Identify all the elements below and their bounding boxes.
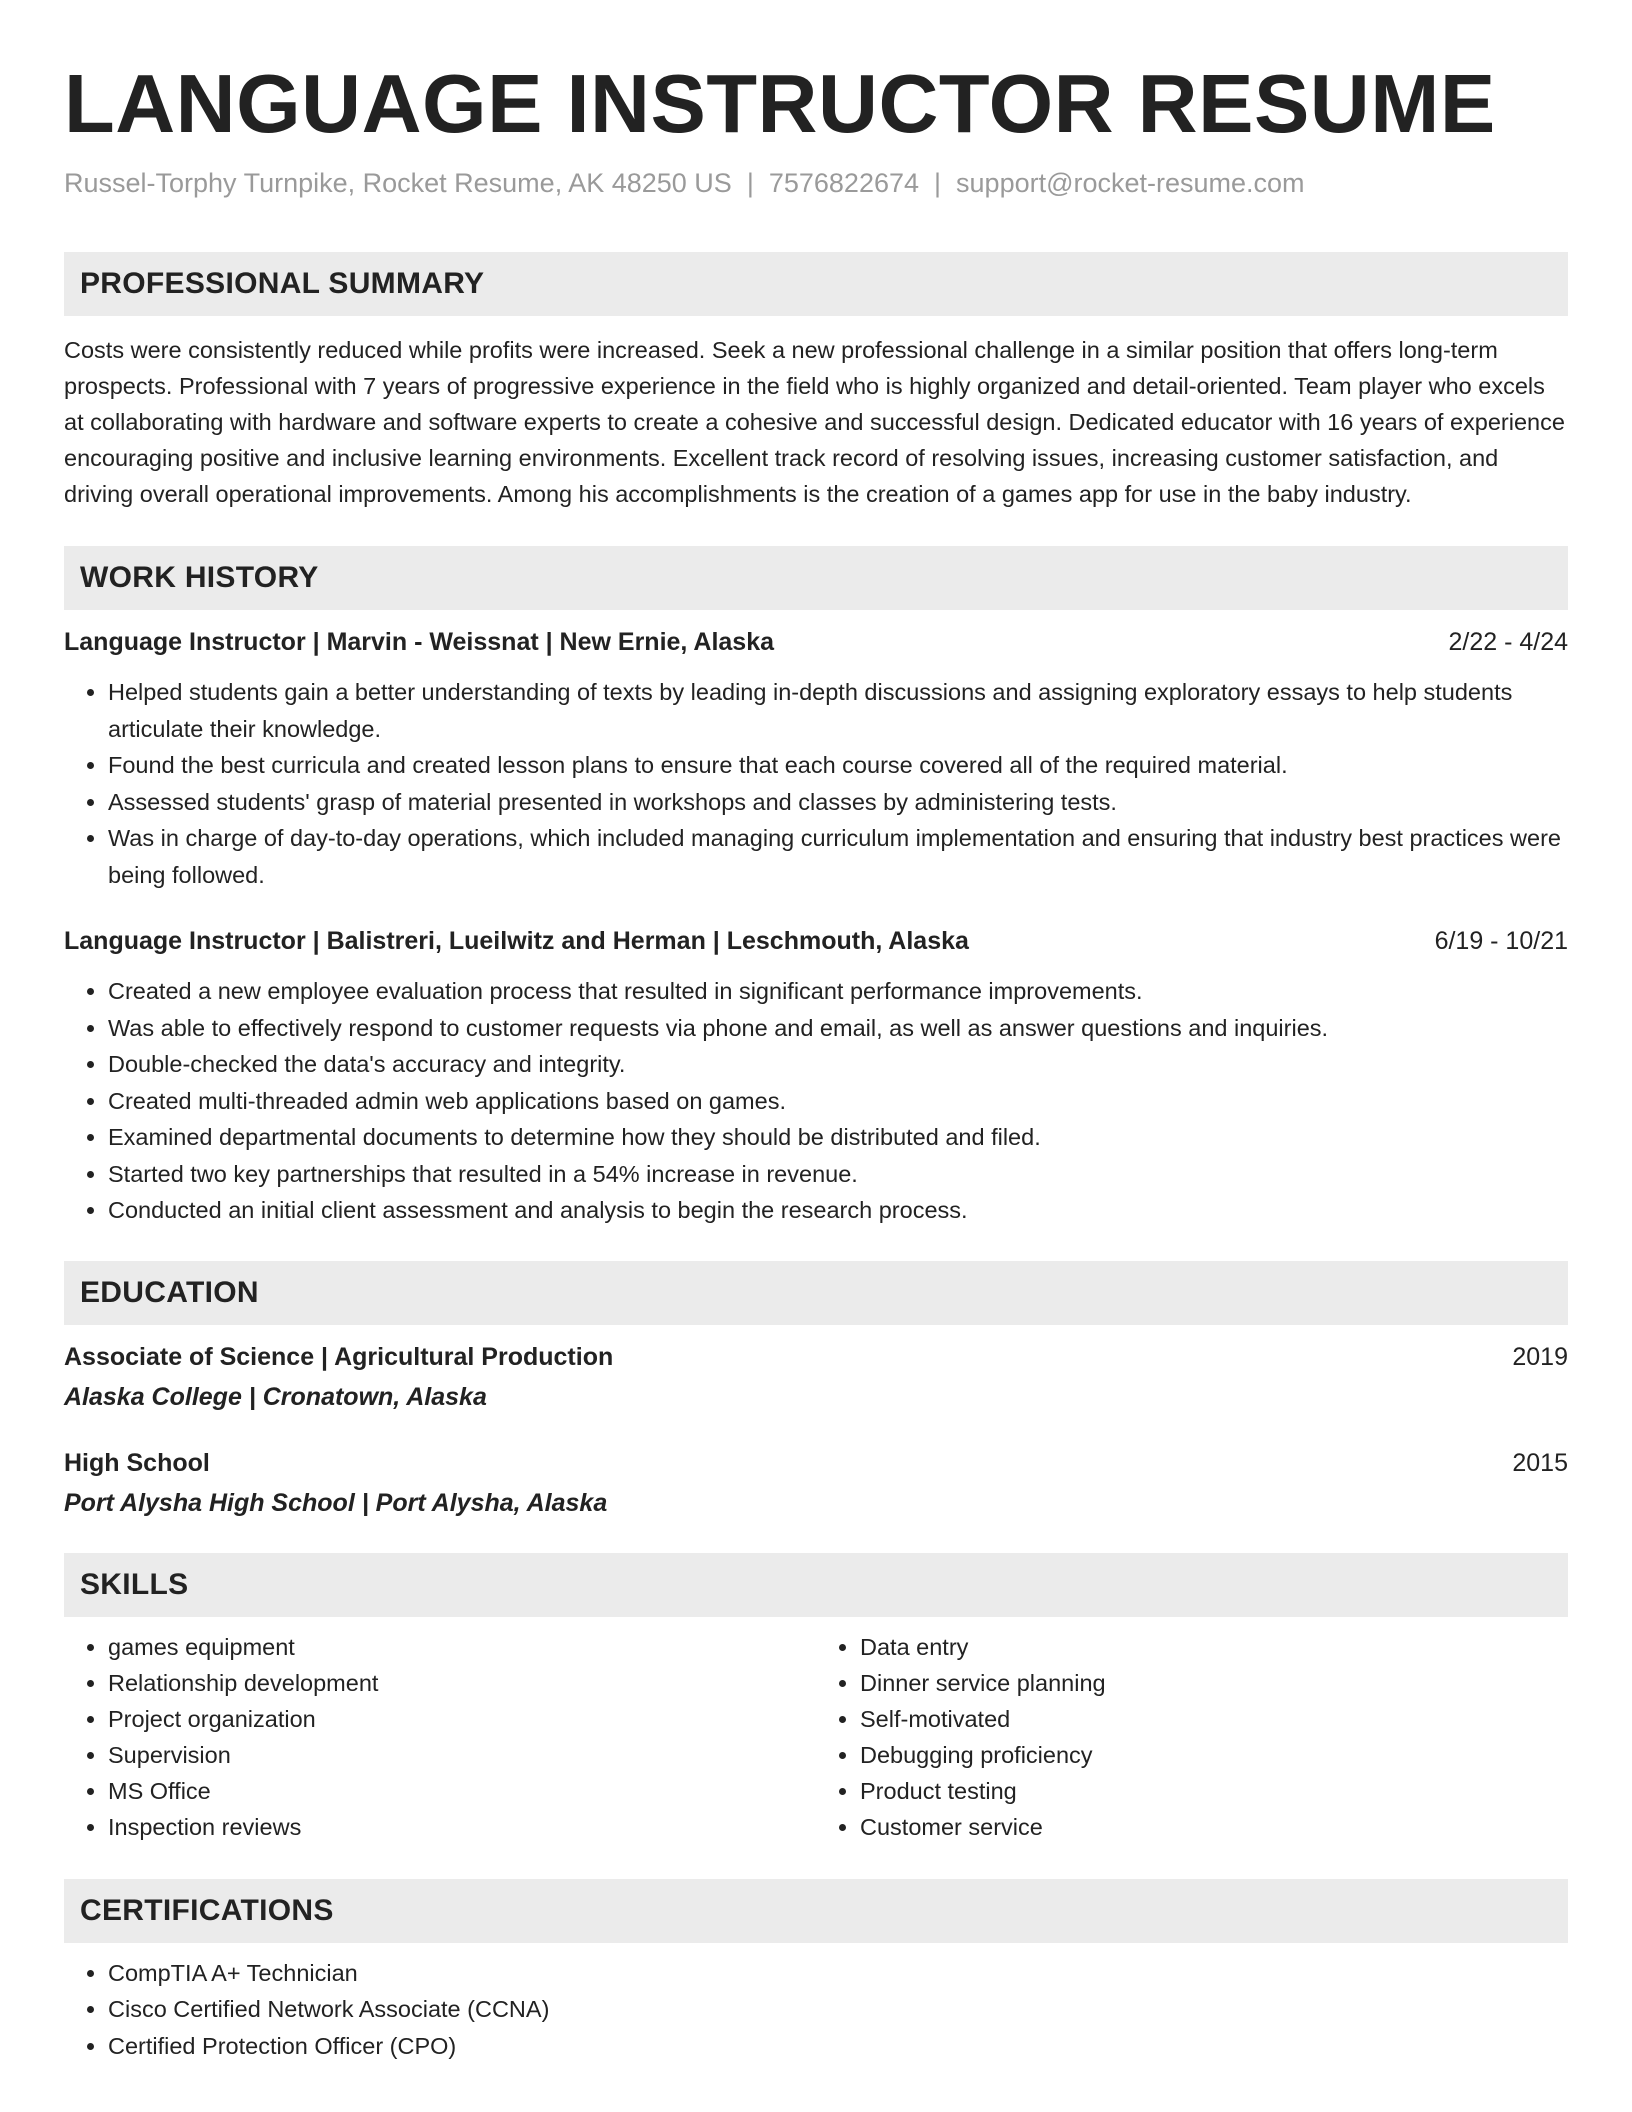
job-title: Language Instructor | Balistreri, Lueilwitz and Herman | Leschmouth, Alaska (64, 927, 969, 955)
resume-title: LANGUAGE INSTRUCTOR RESUME (64, 57, 1496, 150)
section-header-education: EDUCATION (64, 1261, 1568, 1325)
list-item: • Was in charge of day-to-day operations, which included managing curriculum implementation and ensuring that industry best practices were being followed. (108, 820, 1568, 893)
list-item: • Examined departmental documents to determine how they should be distributed and filed. (108, 1119, 1568, 1156)
list-item: • CompTIA A+ Technician (108, 1955, 1568, 1992)
education-degree: Associate of Science | Agricultural Production (64, 1342, 614, 1371)
section-header-skills: SKILLS (64, 1553, 1568, 1617)
job-bullets (64, 674, 1568, 893)
contact-email: support@rocket-resume.com (956, 168, 1305, 198)
list-item: • Helped students gain a better understanding of texts by leading in-depth discussions and assigning exploratory essays to help students articulate their knowledge. (108, 674, 1568, 747)
list-item: • Relationship development (108, 1665, 816, 1701)
section-header-work-history: WORK HISTORY (64, 546, 1568, 610)
contact-address: Russel-Torphy Turnpike, Rocket Resume, AK 48250 US (64, 168, 732, 198)
skills-column-right (816, 1629, 1568, 1845)
list-item: • Created multi-threaded admin web applications based on games. (108, 1083, 1568, 1120)
skills-column-left (64, 1629, 816, 1845)
list-item: • Debugging proficiency (860, 1737, 1568, 1773)
education-year: 2019 (1512, 1342, 1568, 1371)
contact-separator: | (934, 168, 942, 198)
list-item: • Data entry (860, 1629, 1568, 1665)
education-school: Alaska College | Cronatown, Alaska (64, 1382, 487, 1411)
contact-separator: | (746, 168, 754, 198)
education-header (64, 1339, 1568, 1375)
list-item: • Inspection reviews (108, 1809, 816, 1845)
list-item: • Supervision (108, 1737, 816, 1773)
list-item: • Certified Protection Officer (CPO) (108, 2028, 1568, 2065)
job-bullets (64, 973, 1568, 1229)
education-degree: High School (64, 1448, 210, 1477)
list-item: • Created a new employee evaluation process that resulted in significant performance improvements. (108, 973, 1568, 1010)
list-item: • Conducted an initial client assessment and analysis to begin the research process. (108, 1192, 1568, 1229)
education-list (64, 1339, 1568, 1521)
work-history (64, 624, 1568, 1229)
contact-phone: 7576822674 (768, 168, 920, 198)
list-item: • Double-checked the data's accuracy and integrity. (108, 1046, 1568, 1083)
list-item: • Cisco Certified Network Associate (CCNA) (108, 1991, 1568, 2028)
section-header-certifications: CERTIFICATIONS (64, 1879, 1568, 1943)
job-header (64, 923, 1568, 959)
list-item: • MS Office (108, 1773, 816, 1809)
job-title: Language Instructor | Marvin - Weissnat | New Ernie, Alaska (64, 628, 775, 656)
resume-content (64, 58, 1568, 2064)
list-item: • games equipment (108, 1629, 816, 1665)
list-item: • Customer service (860, 1809, 1568, 1845)
education-year: 2015 (1512, 1448, 1568, 1477)
contact-line (64, 166, 1568, 200)
list-item: • Found the best curricula and created lesson plans to ensure that each course covered all of the required material. (108, 747, 1568, 784)
job-header (64, 624, 1568, 660)
list-item: • Product testing (860, 1773, 1568, 1809)
list-item: • Was able to effectively respond to customer requests via phone and email, as well as answer questions and inquiries. (108, 1010, 1568, 1047)
job-dates: 2/22 - 4/24 (1448, 628, 1568, 656)
education-school: Port Alysha High School | Port Alysha, Alaska (64, 1488, 608, 1517)
list-item: • Dinner service planning (860, 1665, 1568, 1701)
list-item: • Started two key partnerships that resulted in a 54% increase in revenue. (108, 1156, 1568, 1193)
list-item: • Project organization (108, 1701, 816, 1737)
education-header (64, 1445, 1568, 1481)
job-dates: 6/19 - 10/21 (1434, 927, 1568, 955)
list-item: • Self-motivated (860, 1701, 1568, 1737)
summary-text: Costs were consistently reduced while profits were increased. Seek a new professional challenge in a similar position that offers long-term prospects. Professional with 7 years of progressive experience in the field who is highly organized and detail-oriented. Team player who excels at collaborating with hardware and software experts to create a cohesive and successful design. Dedicated educator with 16 years of experience encouraging positive and inclusive learning environments. Excellent track record of resolving issues, increasing customer satisfaction, and driving overall operational improvements. Among his accomplishments is the creation of a games app for use in the baby industry. (64, 337, 1565, 507)
section-header-summary: PROFESSIONAL SUMMARY (64, 252, 1568, 316)
skills-list (64, 1629, 1568, 1845)
certifications-list (64, 1955, 1568, 2065)
list-item: • Assessed students' grasp of material presented in workshops and classes by administering tests. (108, 784, 1568, 821)
